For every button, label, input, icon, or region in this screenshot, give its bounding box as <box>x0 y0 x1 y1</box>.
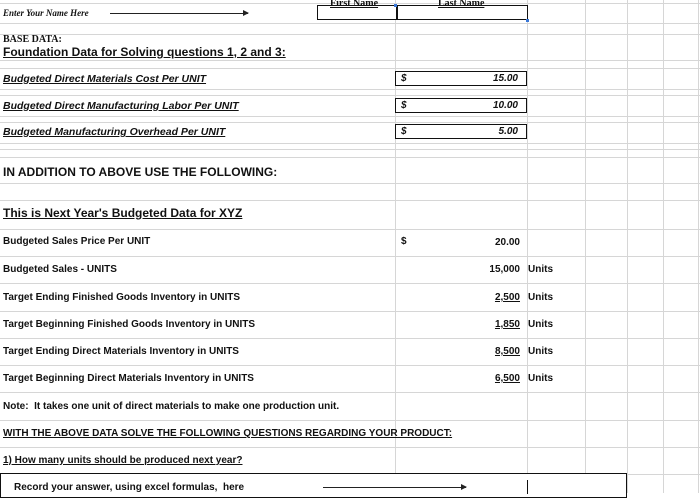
enter-name-label: Enter Your Name Here <box>3 8 89 18</box>
direct-materials-value: 15.00 <box>492 73 518 84</box>
column-gridline <box>627 0 628 493</box>
row-gridline <box>0 149 700 150</box>
column-gridline <box>585 0 586 493</box>
first-name-label: First Name <box>330 0 379 9</box>
ending-fg-value: 2,500 <box>494 292 520 303</box>
units-label: Units <box>528 292 553 303</box>
row-gridline <box>0 23 700 24</box>
last-name-cell[interactable] <box>397 0 528 20</box>
row-gridline <box>0 447 700 448</box>
row-gridline <box>0 256 700 257</box>
ending-dm-value: 8,500 <box>494 346 520 357</box>
answer-cell-divider <box>527 480 528 494</box>
arrow-icon <box>323 487 466 488</box>
currency-symbol: $ <box>401 73 407 84</box>
row-gridline <box>0 229 700 230</box>
instruction-text: WITH THE ABOVE DATA SOLVE THE FOLLOWING QUESTIONS REGARDING YOUR PRODUCT: <box>3 428 453 439</box>
units-label: Units <box>528 373 553 384</box>
base-data-label: BASE DATA: <box>3 34 62 45</box>
units-label: Units <box>528 346 553 357</box>
ending-dm-label: Target Ending Direct Materials Inventory in UNITS <box>3 346 239 357</box>
last-name-label: Last Name <box>438 0 485 9</box>
arrow-icon <box>110 13 248 14</box>
row-gridline <box>0 143 700 144</box>
row-gridline <box>0 95 700 96</box>
direct-labor-value: 10.00 <box>492 100 518 111</box>
sales-price-value: 20.00 <box>494 237 520 248</box>
row-gridline <box>0 420 700 421</box>
note-text: Note: It takes one unit of direct materials to make one production unit. <box>3 401 340 412</box>
overhead-cell[interactable] <box>395 124 527 139</box>
addition-heading: IN ADDITION TO ABOVE USE THE FOLLOWING: <box>3 165 278 179</box>
overhead-value: 5.00 <box>498 126 518 137</box>
row-gridline <box>0 157 700 158</box>
beginning-fg-value: 1,850 <box>494 319 520 330</box>
row-gridline <box>0 68 700 69</box>
row-gridline <box>0 89 700 90</box>
currency-symbol: $ <box>401 126 407 137</box>
sales-price-label: Budgeted Sales Price Per UNIT <box>3 236 151 247</box>
first-name-cell[interactable] <box>317 0 397 20</box>
direct-materials-cell[interactable] <box>395 71 527 86</box>
beginning-fg-label: Target Beginning Finished Goods Inventory in UNITS <box>3 319 256 330</box>
sales-units-label: Budgeted Sales - UNITS <box>3 264 117 275</box>
direct-labor-cell[interactable] <box>395 98 527 113</box>
ending-fg-label: Target Ending Finished Goods Inventory in UNITS <box>3 292 241 303</box>
row-gridline <box>0 283 700 284</box>
fill-handle[interactable] <box>394 4 397 7</box>
row-gridline <box>0 311 700 312</box>
row-gridline <box>0 122 700 123</box>
row-gridline <box>0 338 700 339</box>
row-gridline <box>0 60 700 61</box>
beginning-dm-label: Target Beginning Direct Materials Inventory in UNITS <box>3 373 254 384</box>
currency-symbol: $ <box>401 100 407 111</box>
column-gridline <box>663 0 664 493</box>
overhead-label: Budgeted Manufacturing Overhead Per UNIT <box>3 126 226 138</box>
row-gridline <box>0 116 700 117</box>
currency-symbol: $ <box>401 236 407 247</box>
base-data-title: Foundation Data for Solving questions 1, 2 and 3: <box>3 45 286 59</box>
column-gridline <box>698 0 699 493</box>
row-gridline <box>0 34 700 35</box>
row-gridline <box>0 392 700 393</box>
row-gridline <box>0 200 700 201</box>
units-label: Units <box>528 264 553 275</box>
question-1: 1) How many units should be produced next year? <box>3 455 243 466</box>
direct-materials-label: Budgeted Direct Materials Cost Per UNIT <box>3 73 207 85</box>
row-gridline <box>0 183 700 184</box>
units-label: Units <box>528 319 553 330</box>
fill-handle[interactable] <box>526 19 529 22</box>
next-year-title: This is Next Year's Budgeted Data for XYZ <box>3 206 243 220</box>
direct-labor-label: Budgeted Direct Manufacturing Labor Per UNIT <box>3 100 239 112</box>
row-gridline <box>0 365 700 366</box>
column-gridline <box>527 0 528 493</box>
beginning-dm-value: 6,500 <box>494 373 520 384</box>
record-label: Record your answer, using excel formulas, here <box>14 482 245 493</box>
sales-units-value: 15,000 <box>489 264 520 275</box>
